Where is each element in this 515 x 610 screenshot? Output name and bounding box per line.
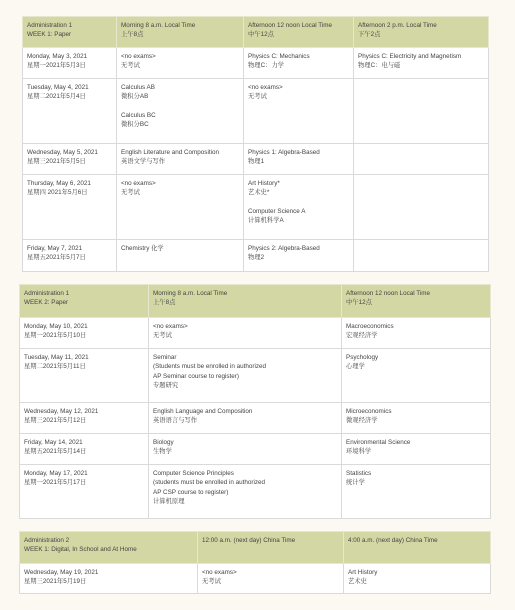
- cell-text: Administration 2: [24, 537, 70, 544]
- cell-text: 微积分BC: [121, 120, 149, 128]
- exam-cell: [244, 79, 354, 144]
- cell-text: Physics C: Electricity and Magnetism: [358, 53, 462, 60]
- table-row: [23, 79, 489, 144]
- cell-text: 星期三2021年5月5日: [27, 158, 86, 166]
- exam-cell: [149, 434, 342, 465]
- cell-text: <no exams>: [121, 53, 156, 60]
- cell-text: Calculus AB: [121, 84, 155, 91]
- cell-text: WEEK 1: Digital, In School and At Home: [24, 546, 137, 554]
- week1-noon-column-header: [244, 17, 354, 48]
- exam-cell: [244, 144, 354, 175]
- cell-text: 宏观经济学: [346, 332, 378, 340]
- cell-text: (Students must be enrolled in authorized: [153, 363, 267, 371]
- table-row: [23, 48, 489, 79]
- cell-text: Computer Science Principles: [153, 470, 234, 477]
- cell-text: Monday, May 10, 2021: [24, 323, 88, 330]
- cell-text: Administration 1: [24, 290, 70, 297]
- week2-schedule-table: [19, 284, 491, 519]
- table-row: [20, 349, 491, 403]
- cell-text: 计算机原理: [153, 497, 185, 505]
- exam-cell: [342, 403, 491, 434]
- cell-text: 专题研究: [153, 381, 179, 389]
- cell-text: Wednesday, May 19, 2021: [24, 569, 99, 576]
- exam-cell: [354, 48, 489, 79]
- cell-text: Afternoon 12 noon Local Time: [248, 22, 333, 29]
- cell-text: Monday, May 3, 2021: [27, 53, 88, 60]
- cell-text: 物理C：电与磁: [358, 62, 401, 70]
- admin2-header: [20, 532, 198, 564]
- cell-text: English Literature and Composition: [121, 149, 220, 156]
- cell-text: Art History: [348, 569, 378, 576]
- cell-text: 无考试: [202, 578, 221, 586]
- cell-text: 环境科学: [346, 448, 372, 456]
- cell-text: 艺术史*: [248, 189, 270, 197]
- week1-afternoon-column-header: [354, 17, 489, 48]
- cell-text: Afternoon 12 noon Local Time: [346, 290, 431, 297]
- exam-cell: [117, 175, 244, 240]
- exam-cell: [149, 403, 342, 434]
- date-cell: [20, 403, 149, 434]
- cell-text: 艺术史: [348, 578, 367, 586]
- week2-admin-header: [20, 285, 149, 318]
- table-row: [20, 434, 491, 465]
- exam-cell: [342, 465, 491, 519]
- week2-noon-column-header: [342, 285, 491, 318]
- cell-text: Monday, May 17, 2021: [24, 470, 88, 477]
- exam-cell: [244, 240, 354, 272]
- cell-text: 物理C：力学: [248, 62, 285, 70]
- date-cell: [23, 175, 117, 240]
- cell-text: Physics C: Mechanics: [248, 53, 310, 60]
- cell-text: 无考试: [121, 189, 140, 197]
- week1-admin-header: [23, 17, 117, 48]
- cell-text: 星期五2021年5月7日: [27, 254, 86, 262]
- cell-text: 生物学: [153, 448, 172, 456]
- table-row: [20, 403, 491, 434]
- cell-text: 计算机科学A: [248, 216, 284, 224]
- exam-cell: [354, 144, 489, 175]
- table-header-row: [20, 285, 491, 318]
- cell-text: Computer Science A: [248, 207, 306, 215]
- cell-text: Morning 8 a.m. Local Time: [121, 22, 196, 29]
- exam-cell: [244, 48, 354, 79]
- exam-cell: [117, 144, 244, 175]
- cell-text: AP Seminar course to register): [153, 372, 239, 380]
- cell-text: 星期一2021年5月10日: [24, 332, 87, 340]
- cell-text: Tuesday, May 4, 2021: [27, 84, 89, 91]
- cell-text: Art History*: [248, 180, 280, 187]
- cell-text: Calculus BC: [121, 111, 156, 119]
- line-spacer: [248, 198, 349, 207]
- cell-text: Seminar: [153, 354, 177, 361]
- cell-text: 微积分AB: [121, 93, 149, 101]
- cell-text: Physics 2: Algebra-Based: [248, 245, 320, 252]
- cell-text: <no exams>: [153, 323, 188, 330]
- exam-cell: [149, 318, 342, 349]
- cell-text: 英语文学与写作: [121, 158, 166, 166]
- cell-text: (students must be enrolled in authorized: [153, 479, 266, 487]
- cell-text: Statistics: [346, 470, 372, 477]
- cell-text: 无考试: [153, 332, 172, 340]
- table-row: [20, 465, 491, 519]
- table-row: [20, 318, 491, 349]
- cell-text: AP CSP course to register): [153, 488, 229, 496]
- cell-text: 中午12点: [248, 31, 274, 39]
- cell-text: 下午2点: [358, 31, 381, 39]
- cell-text: 4:00 a.m. (next day) China Time: [348, 537, 438, 544]
- cell-text: 微观经济学: [346, 417, 378, 425]
- cell-text: Macroeconomics: [346, 323, 394, 330]
- exam-cell: [117, 48, 244, 79]
- cell-text: Psychology: [346, 354, 379, 361]
- cell-text: 物理2: [248, 254, 265, 262]
- cell-text: <no exams>: [121, 180, 156, 187]
- table-row: [20, 564, 491, 594]
- cell-text: 上午8点: [121, 31, 144, 39]
- cell-text: Friday, May 7, 2021: [27, 245, 83, 252]
- cell-text: Afternoon 2 p.m. Local Time: [358, 22, 437, 29]
- date-cell: [23, 48, 117, 79]
- date-cell: [20, 349, 149, 403]
- exam-cell: [149, 349, 342, 403]
- table-row: [23, 240, 489, 272]
- admin2-first-column-header: [198, 532, 344, 564]
- cell-text: WEEK 1: Paper: [27, 31, 72, 39]
- cell-text: WEEK 2: Paper: [24, 299, 69, 307]
- cell-text: 星期一2021年5月3日: [27, 62, 86, 70]
- date-cell: [23, 240, 117, 272]
- cell-text: 12:00 a.m. (next day) China Time: [202, 537, 296, 544]
- table-row: [23, 175, 489, 240]
- exam-cell: [354, 240, 489, 272]
- week1-schedule-table: [22, 16, 489, 272]
- cell-text: Physics 1: Algebra-Based: [248, 149, 320, 156]
- date-cell: [20, 318, 149, 349]
- cell-text: 统计学: [346, 479, 365, 487]
- cell-text: Tuesday, May 11, 2021: [24, 354, 89, 361]
- date-cell: [20, 465, 149, 519]
- cell-text: Administration 1: [27, 22, 73, 29]
- cell-text: 星期四 2021年5月6日: [27, 189, 88, 197]
- table-row: [23, 144, 489, 175]
- table-header-row: [23, 17, 489, 48]
- cell-text: 英语语言与写作: [153, 417, 198, 425]
- cell-text: 星期二2021年5月11日: [24, 363, 86, 371]
- exam-cell: [344, 564, 491, 594]
- cell-text: 上午8点: [153, 299, 176, 307]
- cell-text: Chemistry 化学: [121, 245, 164, 252]
- date-cell: [20, 564, 198, 594]
- admin2-second-column-header: [344, 532, 491, 564]
- date-cell: [23, 79, 117, 144]
- cell-text: Biology: [153, 439, 174, 446]
- cell-text: Morning 8 a.m. Local Time: [153, 290, 228, 297]
- cell-text: 星期一2021年5月17日: [24, 479, 87, 487]
- cell-text: Microeconomics: [346, 408, 392, 415]
- cell-text: <no exams>: [202, 569, 237, 576]
- cell-text: Friday, May 14, 2021: [24, 439, 83, 446]
- cell-text: 无考试: [121, 62, 140, 70]
- date-cell: [20, 434, 149, 465]
- date-cell: [23, 144, 117, 175]
- exam-cell: [117, 79, 244, 144]
- week2-morning-column-header: [149, 285, 342, 318]
- exam-cell: [354, 175, 489, 240]
- cell-text: <no exams>: [248, 84, 283, 91]
- exam-cell: [342, 349, 491, 403]
- cell-text: 物理1: [248, 158, 265, 166]
- cell-text: Environmental Science: [346, 439, 411, 446]
- cell-text: 星期五2021年5月14日: [24, 448, 87, 456]
- exam-cell: [198, 564, 344, 594]
- cell-text: 星期二2021年5月4日: [27, 93, 86, 101]
- cell-text: 中午12点: [346, 299, 372, 307]
- exam-cell: [149, 465, 342, 519]
- exam-cell: [354, 79, 489, 144]
- exam-cell: [117, 240, 244, 272]
- cell-text: 心理学: [346, 363, 365, 371]
- exam-cell: [342, 434, 491, 465]
- cell-text: 星期三2021年5月12日: [24, 417, 87, 425]
- cell-text: Wednesday, May 12, 2021: [24, 408, 99, 415]
- table-header-row: [20, 532, 491, 564]
- line-spacer: [121, 102, 239, 111]
- exam-cell: [342, 318, 491, 349]
- admin2-schedule-table: [19, 531, 491, 594]
- cell-text: 星期三2021年5月19日: [24, 578, 87, 586]
- week1-morning-column-header: [117, 17, 244, 48]
- cell-text: 无考试: [248, 93, 267, 101]
- exam-cell: [244, 175, 354, 240]
- cell-text: Thursday, May 6, 2021: [27, 180, 91, 187]
- cell-text: English Language and Composition: [153, 408, 253, 415]
- cell-text: Wednesday, May 5, 2021: [27, 149, 98, 156]
